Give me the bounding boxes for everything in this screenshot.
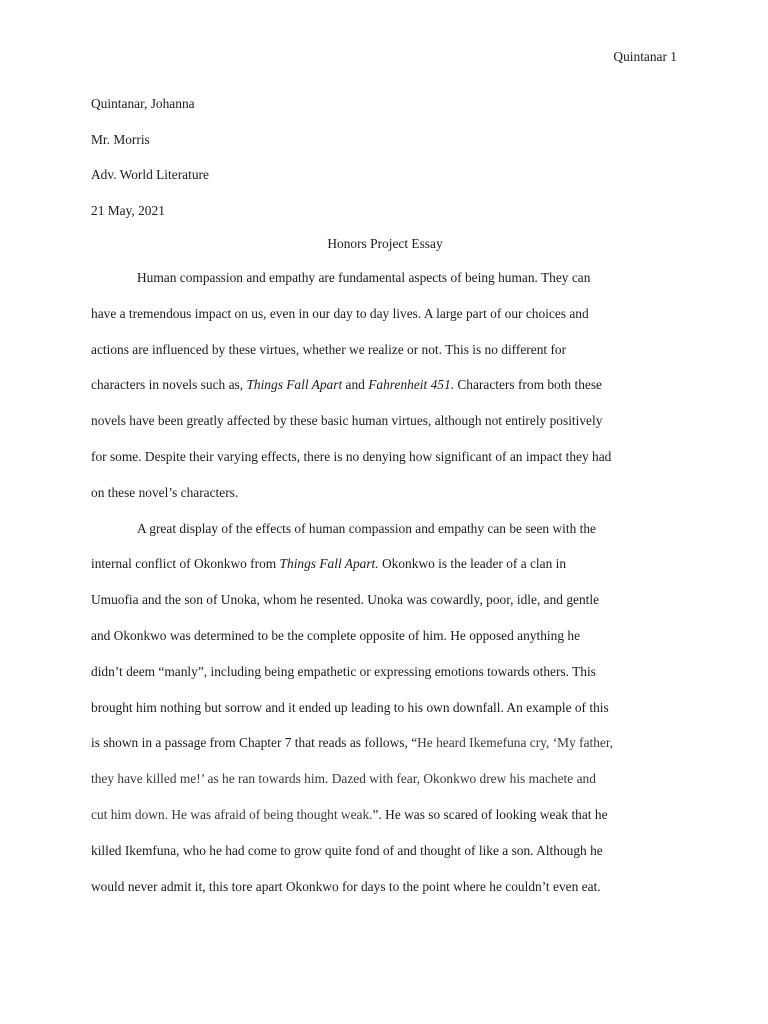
quoted-passage-line: they have killed me!’ as he ran towards him. Dazed with fear, Okonkwo drew his machete and <box>91 771 596 787</box>
text-run: is shown in a passage from Chapter 7 that reads as follows, “ <box>91 735 418 751</box>
paragraph-1 <box>91 268 665 519</box>
book-title-things-fall-apart: Things Fall Apart. <box>279 556 379 572</box>
text-line: killed Ikemfuna, who he had come to grow quite fond of and thought of like a son. Although he <box>91 842 603 858</box>
text-line: Human compassion and empathy are fundamental aspects of being human. They can <box>137 270 591 285</box>
quoted-passage: He heard Ikemefuna cry, ‘My father, <box>417 735 614 751</box>
text-line <box>91 733 665 769</box>
text-run: and <box>342 377 369 393</box>
text-line: actions are influenced by these virtues, whether we realize or not. This is no different for <box>91 341 567 357</box>
course-name: Adv. World Literature <box>91 167 209 182</box>
mla-heading <box>91 94 679 236</box>
text-line: and Okonkwo was determined to be the complete opposite of him. He opposed anything he <box>91 627 581 643</box>
text-run: Okonkwo is the leader of a clan in <box>378 556 567 572</box>
text-run: internal conflict of Okonkwo from <box>91 556 280 572</box>
text-run: ”. He was so scared of looking weak that he <box>372 806 608 822</box>
text-run: . Characters from both these <box>450 377 602 393</box>
quoted-passage: cut him down. He was afraid of being thought weak. <box>91 806 373 822</box>
page-header: Quintanar 1 <box>613 49 677 64</box>
teacher-name: Mr. Morris <box>91 131 150 147</box>
text-line <box>91 375 665 411</box>
text-run: characters in novels such as, <box>91 377 247 393</box>
student-name: Quintanar, Johanna <box>91 96 195 111</box>
paragraph-2 <box>91 519 665 913</box>
essay-date: 21 May, 2021 <box>91 202 165 218</box>
text-line: for some. Despite their varying effects, there is no denying how significant of an impact they had <box>91 448 612 464</box>
book-title-fahrenheit-451: Fahrenheit 451 <box>368 377 451 393</box>
text-line: A great display of the effects of human compassion and empathy can be seen with the <box>137 520 596 536</box>
text-line <box>91 554 665 590</box>
text-line: on these novel’s characters. <box>91 484 239 500</box>
text-line: brought him nothing but sorrow and it ended up leading to his own downfall. An example of this <box>91 699 609 715</box>
book-title-things-fall-apart: Things Fall Apart <box>246 377 343 393</box>
text-line: have a tremendous impact on us, even in our day to day lives. A large part of our choices and <box>91 305 589 321</box>
text-line: Umuofia and the son of Unoka, whom he resented. Unoka was cowardly, poor, idle, and gentle <box>91 592 600 608</box>
text-line: novels have been greatly affected by these basic human virtues, although not entirely positively <box>91 413 603 429</box>
essay-title: Honors Project Essay <box>327 236 443 251</box>
essay-body <box>91 268 665 912</box>
text-line: would never admit it, this tore apart Okonkwo for days to the point where he couldn’t even eat. <box>91 878 601 894</box>
text-line: didn’t deem “manly”, including being empathetic or expressing emotions towards others. This <box>91 663 596 679</box>
text-line <box>91 805 665 841</box>
